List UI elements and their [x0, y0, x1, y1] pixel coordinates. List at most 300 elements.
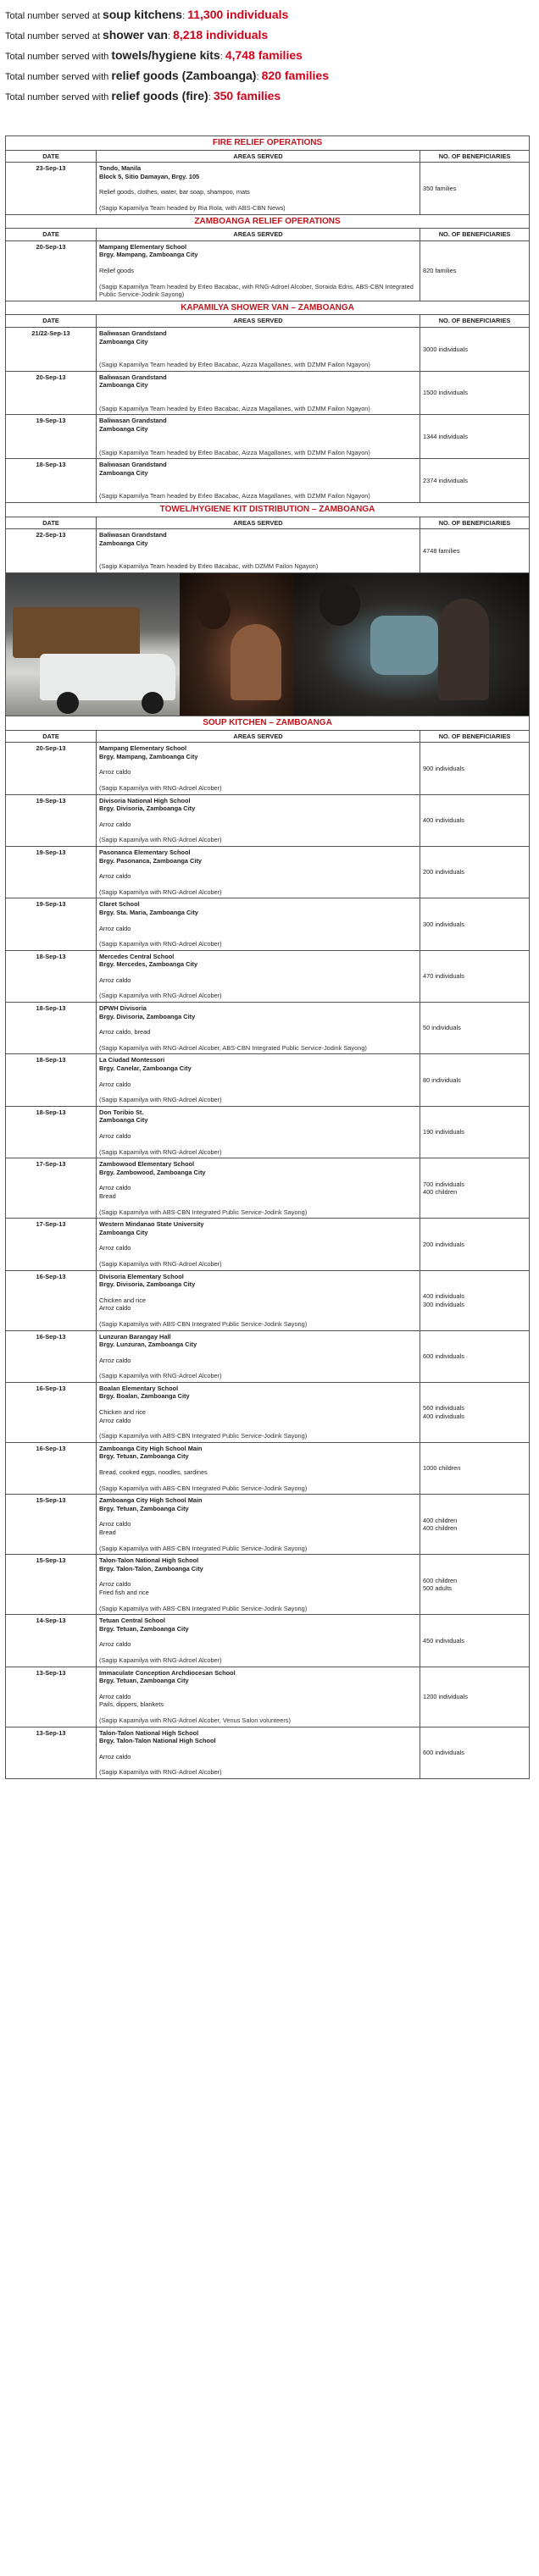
- team-note: (Sagip Kapamilya with RNG-Adroel Alcober): [99, 1259, 222, 1268]
- photo-strip: [6, 573, 529, 716]
- site-location: Brgy. Canelar, Zamboanga City: [99, 1064, 192, 1073]
- items-distributed: Arroz caldo: [99, 1640, 131, 1649]
- spacer: [99, 1201, 417, 1208]
- team-note: (Sagip Kapamilya with RNG-Adroel Alcober): [99, 1147, 222, 1156]
- team-note: (Sagip Kapamilya Team headed by Erleo Bacabac, Aizza Magallanes, with DZMM Failon Ngayon): [99, 448, 370, 456]
- section-header-row: [6, 301, 530, 315]
- beneficiaries-count: 2374 individuals: [423, 476, 469, 484]
- table-row: [6, 529, 530, 573]
- spacer: [99, 1036, 417, 1044]
- items-distributed: Arroz caldo: [99, 768, 131, 777]
- site-name: La Ciudad Montessori: [99, 1056, 165, 1064]
- areas-served-cell: [97, 1219, 420, 1270]
- areas-served-cell: [97, 1667, 420, 1727]
- beneficiaries-count: 820 families: [423, 266, 457, 274]
- team-note: (Sagip Kapamilya with RNG-Adroel Alcober): [99, 940, 222, 948]
- beneficiaries-count: 1500 individuals: [423, 389, 469, 397]
- date-cell: 18-Sep-13: [6, 1003, 97, 1054]
- beneficiaries-cell: [420, 163, 530, 214]
- site-location: Zamboanga City: [99, 337, 148, 345]
- items-distributed: Bread: [99, 1191, 116, 1200]
- site-location: Brgy. Zambowood, Zamboanga City: [99, 1168, 206, 1176]
- summary-prefix: Total number served with: [5, 52, 112, 62]
- section-header-row: [6, 136, 530, 151]
- photo-strip-row: [6, 573, 530, 716]
- team-note: (Sagip Kapamilya with ABS-CBN Integrated Public Service-Jodink Sayong): [99, 1484, 308, 1492]
- items-distributed: Arroz caldo: [99, 820, 131, 828]
- beneficiaries-cell: [420, 1495, 530, 1555]
- beneficiaries-count: 3000 individuals: [423, 345, 469, 353]
- beneficiaries-count: 200 individuals: [423, 868, 464, 876]
- beneficiaries-count: 600 individuals: [423, 1352, 464, 1360]
- site-location: Brgy. Tetuan, Zamboanga City: [99, 1677, 189, 1685]
- items-distributed: Arroz caldo: [99, 1752, 131, 1761]
- date-cell: 16-Sep-13: [6, 1382, 97, 1442]
- table-row: [6, 327, 530, 371]
- team-note: (Sagip Kapamilya with ABS-CBN Integrated Public Service-Jodink Sayong): [99, 1208, 308, 1216]
- section-title: KAPAMILYA SHOWER VAN – ZAMBOANGA: [6, 301, 530, 315]
- evacuees-receiving-kits-photo: [294, 573, 529, 716]
- beneficiaries-cell: [420, 529, 530, 573]
- table-row: [6, 743, 530, 794]
- date-cell: 14-Sep-13: [6, 1615, 97, 1667]
- site-name: Talon-Talon National High School: [99, 1556, 199, 1565]
- date-cell: 20-Sep-13: [6, 240, 97, 301]
- summary-separator: :: [208, 92, 214, 102]
- site-name: Zambowood Elementary School: [99, 1160, 195, 1169]
- beneficiaries-cell: [420, 794, 530, 846]
- spacer: [99, 1633, 417, 1640]
- areas-served-cell: [97, 743, 420, 794]
- column-header-row: [6, 150, 530, 163]
- spacer: [99, 1125, 417, 1132]
- site-location: Brgy. Mercedes, Zamboanga City: [99, 960, 198, 969]
- table-row: [6, 1158, 530, 1219]
- spacer: [99, 1364, 417, 1372]
- areas-served-cell: [97, 846, 420, 898]
- site-name: Mampang Elementary School: [99, 744, 187, 753]
- summary-separator: :: [219, 52, 225, 62]
- date-cell: 16-Sep-13: [6, 1330, 97, 1382]
- areas-served-cell: [97, 240, 420, 301]
- site-name: Zamboanga City High School Main: [99, 1496, 203, 1505]
- spacer: [99, 397, 417, 405]
- areas-served-cell: [97, 794, 420, 846]
- section-title: FIRE RELIEF OPERATIONS: [6, 136, 530, 151]
- site-name: Claret School: [99, 900, 140, 909]
- date-column-header: DATE: [6, 315, 97, 328]
- team-note: (Sagip Kapamilya with ABS-CBN Integrated Public Service-Jodink Sayong): [99, 1544, 308, 1552]
- table-row: [6, 1615, 530, 1667]
- areas-served-cell: [97, 1442, 420, 1494]
- beneficiaries-count: 1200 individuals: [423, 1692, 469, 1700]
- beneficiaries-column-header: NO. OF BENEFICIARIES: [420, 730, 530, 743]
- beneficiaries-count: 560 individuals: [423, 1404, 464, 1412]
- beneficiaries-count: 400 individuals: [423, 1291, 464, 1300]
- beneficiaries-cell: [420, 1382, 530, 1442]
- items-distributed: Arroz caldo: [99, 1580, 131, 1589]
- site-name: Tetuan Central School: [99, 1617, 165, 1625]
- spacer: [99, 1236, 417, 1244]
- site-location: Brgy. Pasonanca, Zamboanga City: [99, 856, 203, 865]
- table-row: [6, 1270, 530, 1330]
- summary-value: 8,218 individuals: [173, 28, 269, 41]
- summary-key: relief goods (fire): [111, 89, 208, 102]
- beneficiaries-cell: [420, 1219, 530, 1270]
- table-row: [6, 1330, 530, 1382]
- site-name: Mampang Elementary School: [99, 242, 187, 251]
- team-note: (Sagip Kapamilya Team headed by Erleo Bacabac, Aizza Magallanes, with DZMM Failon Ngayon): [99, 404, 370, 412]
- team-note: (Sagip Kapamilya Team headed by Ria Rola, with ABS-CBN News): [99, 203, 286, 212]
- date-cell: 16-Sep-13: [6, 1442, 97, 1494]
- summary-key: relief goods (Zamboanga): [111, 69, 257, 82]
- spacer: [99, 777, 417, 784]
- spacer: [99, 1176, 417, 1184]
- beneficiaries-count: 400 children: [423, 1188, 458, 1197]
- table-row: [6, 1667, 530, 1727]
- areas-served-cell: [97, 1270, 420, 1330]
- date-cell: 22-Sep-13: [6, 529, 97, 573]
- date-cell: 20-Sep-13: [6, 371, 97, 415]
- beneficiaries-count: 900 individuals: [423, 764, 464, 772]
- beneficiaries-count: 600 children: [423, 1576, 458, 1584]
- spacer: [99, 1252, 417, 1260]
- date-cell: 13-Sep-13: [6, 1667, 97, 1727]
- table-row: [6, 1382, 530, 1442]
- spacer: [99, 865, 417, 872]
- beneficiaries-cell: [420, 743, 530, 794]
- beneficiaries-count: 200 individuals: [423, 1240, 464, 1248]
- summary-value: 11,300 individuals: [187, 8, 289, 21]
- areas-served-cell: [97, 1615, 420, 1667]
- beneficiaries-count: 300 individuals: [423, 1300, 464, 1308]
- team-note: (Sagip Kapamilya with RNG-Adroel Alcober): [99, 1768, 222, 1777]
- beneficiaries-cell: [420, 371, 530, 415]
- items-distributed: Relief goods, clothes, water, bar soap, shampoo, mats: [99, 188, 250, 196]
- beneficiaries-count: 300 individuals: [423, 920, 464, 928]
- summary-key: towels/hygiene kits: [111, 48, 220, 62]
- items-distributed: Fried fish and rice: [99, 1588, 149, 1596]
- summary-totals: [5, 5, 531, 107]
- team-note: (Sagip Kapamilya with RNG-Adroel Alcober): [99, 1372, 222, 1380]
- items-distributed: Pails, dippers, blankets: [99, 1700, 164, 1709]
- spacer: [99, 1761, 417, 1768]
- section-header-row: [6, 214, 530, 229]
- beneficiaries-count: 400 children: [423, 1516, 458, 1524]
- spacer: [99, 196, 417, 204]
- site-name: Baliwasan Grandstand: [99, 417, 167, 425]
- photo-strip-cell: [6, 573, 530, 716]
- table-row: [6, 950, 530, 1002]
- team-note: (Sagip Kapamilya Team headed by Erleo Bacabac, Aizza Magallanes, with DZMM Failon Ngayon): [99, 492, 370, 500]
- areas-served-cell: [97, 1054, 420, 1106]
- site-location: Zamboanga City: [99, 539, 148, 547]
- areas-served-cell: [97, 1330, 420, 1382]
- team-note: (Sagip Kapamilya Team headed by Erleo Bacabac, with DZMM Failon Ngayon): [99, 562, 319, 571]
- volunteers-night-photo: [180, 573, 295, 716]
- summary-separator: :: [182, 11, 188, 21]
- beneficiaries-cell: [420, 1106, 530, 1158]
- spacer: [99, 917, 417, 925]
- team-note: (Sagip Kapamilya with RNG-Adroel Alcober): [99, 1096, 222, 1104]
- spacer: [99, 1512, 417, 1520]
- beneficiaries-cell: [420, 1270, 530, 1330]
- spacer: [99, 1020, 417, 1028]
- beneficiaries-column-header: NO. OF BENEFICIARIES: [420, 150, 530, 163]
- site-location: Brgy. Tetuan, Zamboanga City: [99, 1624, 189, 1633]
- items-distributed: Arroz caldo: [99, 1132, 131, 1140]
- areas-column-header: AREAS SERVED: [97, 315, 420, 328]
- date-cell: 15-Sep-13: [6, 1495, 97, 1555]
- date-cell: 19-Sep-13: [6, 794, 97, 846]
- table-row: [6, 1727, 530, 1778]
- section-header-row: [6, 503, 530, 517]
- site-name: DPWH Divisoria: [99, 1004, 147, 1013]
- items-distributed: Arroz caldo, bread: [99, 1028, 151, 1036]
- items-distributed: Bread: [99, 1528, 116, 1536]
- site-name: Baliwasan Grandstand: [99, 531, 167, 539]
- site-name: Zamboanga City High School Main: [99, 1444, 203, 1452]
- items-distributed: Arroz caldo: [99, 1244, 131, 1252]
- summary-prefix: Total number served at: [5, 31, 103, 41]
- table-row: [6, 794, 530, 846]
- spacer: [99, 760, 417, 768]
- site-location: Zamboanga City: [99, 1228, 148, 1236]
- table-row: [6, 1442, 530, 1494]
- summary-separator: :: [256, 72, 262, 82]
- areas-served-cell: [97, 163, 420, 214]
- beneficiaries-cell: [420, 1727, 530, 1778]
- spacer: [99, 1088, 417, 1096]
- summary-prefix: Total number served at: [5, 11, 103, 21]
- site-name: Lunzuran Barangay Hall: [99, 1332, 171, 1341]
- items-distributed: Arroz caldo: [99, 1356, 131, 1364]
- spacer: [99, 441, 417, 449]
- date-cell: 17-Sep-13: [6, 1219, 97, 1270]
- site-name: Don Toribio St.: [99, 1108, 144, 1116]
- beneficiaries-cell: [420, 1442, 530, 1494]
- team-note: (Sagip Kapamilya with RNG-Adroel Alcober, Venus Salon volunteers): [99, 1716, 291, 1724]
- spacer: [99, 1537, 417, 1545]
- spacer: [99, 1073, 417, 1081]
- beneficiaries-count: 1000 children: [423, 1464, 461, 1473]
- site-location: Brgy. Talon-Talon National High School: [99, 1737, 216, 1745]
- spacer: [99, 353, 417, 361]
- table-row: [6, 415, 530, 459]
- table-row: [6, 371, 530, 415]
- areas-served-cell: [97, 950, 420, 1002]
- team-note: (Sagip Kapamilya Team headed by Erleo Bacabac, with RNG-Adroel Alcober, Soraida Edris, ABS-CBN Integrated Public Service-Jodink Sayong): [99, 282, 414, 299]
- site-location: Block 5, Sitio Damayan, Brgy. 105: [99, 172, 200, 180]
- beneficiaries-cell: [420, 846, 530, 898]
- date-column-header: DATE: [6, 730, 97, 743]
- spacer: [99, 1401, 417, 1408]
- summary-value: 4,748 families: [225, 48, 303, 62]
- site-location: Zamboanga City: [99, 425, 148, 434]
- areas-column-header: AREAS SERVED: [97, 730, 420, 743]
- spacer: [99, 984, 417, 992]
- column-header-row: [6, 517, 530, 529]
- items-distributed: Arroz caldo: [99, 1416, 131, 1424]
- beneficiaries-count: 80 individuals: [423, 1075, 461, 1084]
- date-cell: 19-Sep-13: [6, 898, 97, 950]
- summary-line: [5, 46, 531, 66]
- date-cell: 18-Sep-13: [6, 1106, 97, 1158]
- items-distributed: Chicken and rice: [99, 1296, 147, 1304]
- items-distributed: Chicken and rice: [99, 1408, 147, 1417]
- beneficiaries-count: 500 adults: [423, 1584, 453, 1593]
- site-name: Tondo, Manila: [99, 164, 142, 173]
- table-row: [6, 1106, 530, 1158]
- areas-served-cell: [97, 371, 420, 415]
- column-header-row: [6, 730, 530, 743]
- date-column-header: DATE: [6, 517, 97, 529]
- beneficiaries-count: 190 individuals: [423, 1128, 464, 1136]
- column-header-row: [6, 315, 530, 328]
- spacer: [99, 881, 417, 888]
- items-distributed: Arroz caldo: [99, 1304, 131, 1313]
- spacer: [99, 1477, 417, 1484]
- site-name: Divisoria Elementary School: [99, 1272, 184, 1280]
- beneficiaries-count: 400 individuals: [423, 1412, 464, 1420]
- areas-served-cell: [97, 1495, 420, 1555]
- site-location: Brgy. Sta. Maria, Zamboanga City: [99, 908, 198, 916]
- site-name: Pasonanca Elementary School: [99, 848, 191, 856]
- areas-served-cell: [97, 1106, 420, 1158]
- items-distributed: Arroz caldo: [99, 1080, 131, 1088]
- areas-column-header: AREAS SERVED: [97, 150, 420, 163]
- areas-column-header: AREAS SERVED: [97, 517, 420, 529]
- site-location: Zamboanga City: [99, 468, 148, 477]
- section-title: ZAMBOANGA RELIEF OPERATIONS: [6, 214, 530, 229]
- table-row: [6, 240, 530, 301]
- areas-served-cell: [97, 1382, 420, 1442]
- items-distributed: Relief goods: [99, 266, 135, 274]
- date-cell: 15-Sep-13: [6, 1555, 97, 1615]
- site-location: Brgy. Boalan, Zamboanga City: [99, 1392, 190, 1401]
- spacer: [99, 434, 417, 441]
- beneficiaries-cell: [420, 1003, 530, 1054]
- beneficiaries-count: 350 families: [423, 184, 457, 192]
- spacer: [99, 390, 417, 397]
- date-cell: 20-Sep-13: [6, 743, 97, 794]
- table-row: [6, 163, 530, 214]
- relief-operations-table: [5, 135, 530, 1779]
- beneficiaries-count: 400 children: [423, 1524, 458, 1533]
- spacer: [99, 259, 417, 267]
- site-location: Brgy. Divisoria, Zamboanga City: [99, 804, 196, 813]
- site-location: Brgy. Tetuan, Zamboanga City: [99, 1504, 189, 1512]
- site-name: Talon-Talon National High School: [99, 1728, 199, 1737]
- date-cell: 16-Sep-13: [6, 1270, 97, 1330]
- team-note: (Sagip Kapamilya with RNG-Adroel Alcober): [99, 783, 222, 792]
- date-cell: 18-Sep-13: [6, 950, 97, 1002]
- team-note: (Sagip Kapamilya with RNG-Adroel Alcober): [99, 1656, 222, 1664]
- site-name: Baliwasan Grandstand: [99, 329, 167, 337]
- beneficiaries-count: 600 individuals: [423, 1748, 464, 1756]
- areas-served-cell: [97, 415, 420, 459]
- team-note: (Sagip Kapamilya with ABS-CBN Integrated Public Service-Jodink Sayong): [99, 1604, 308, 1612]
- team-note: (Sagip Kapamilya with RNG-Adroel Alcober): [99, 836, 222, 844]
- areas-served-cell: [97, 529, 420, 573]
- spacer: [99, 1709, 417, 1716]
- spacer: [99, 477, 417, 484]
- spacer: [99, 555, 417, 562]
- items-distributed: Arroz caldo: [99, 1184, 131, 1192]
- summary-line: [5, 5, 531, 25]
- site-location: Brgy. Mampang, Zamboanga City: [99, 752, 198, 760]
- date-cell: 19-Sep-13: [6, 415, 97, 459]
- section-title: TOWEL/HYGIENE KIT DISTRIBUTION – ZAMBOANGA: [6, 503, 530, 517]
- beneficiaries-cell: [420, 898, 530, 950]
- date-cell: 23-Sep-13: [6, 163, 97, 214]
- beneficiaries-column-header: NO. OF BENEFICIARIES: [420, 229, 530, 241]
- site-location: Zamboanga City: [99, 1116, 148, 1125]
- table-row: [6, 1054, 530, 1106]
- beneficiaries-count: 50 individuals: [423, 1024, 461, 1032]
- table-row: [6, 846, 530, 898]
- beneficiaries-cell: [420, 1667, 530, 1727]
- items-distributed: Arroz caldo: [99, 976, 131, 984]
- areas-served-cell: [97, 459, 420, 503]
- site-name: Baliwasan Grandstand: [99, 461, 167, 469]
- section-title: SOUP KITCHEN – ZAMBOANGA: [6, 716, 530, 731]
- spacer: [99, 1141, 417, 1148]
- site-location: Brgy. Mampang, Zamboanga City: [99, 251, 198, 259]
- section-header-row: [6, 716, 530, 731]
- team-note: (Sagip Kapamilya with ABS-CBN Integrated Public Service-Jodink Sayong): [99, 1432, 308, 1440]
- spacer: [99, 275, 417, 283]
- spacer: [99, 932, 417, 940]
- beneficiaries-cell: [420, 950, 530, 1002]
- areas-served-cell: [97, 898, 420, 950]
- site-name: Boalan Elementary School: [99, 1384, 179, 1392]
- spacer: [99, 1597, 417, 1605]
- table-row: [6, 1555, 530, 1615]
- table-row: [6, 459, 530, 503]
- spacer: [99, 345, 417, 353]
- spacer: [99, 969, 417, 976]
- areas-served-cell: [97, 1727, 420, 1778]
- spacer: [99, 1649, 417, 1656]
- truck-with-relief-goods-photo: [6, 573, 180, 716]
- site-name: Mercedes Central School: [99, 952, 175, 960]
- beneficiaries-column-header: NO. OF BENEFICIARIES: [420, 517, 530, 529]
- table-row: [6, 1003, 530, 1054]
- beneficiaries-cell: [420, 240, 530, 301]
- date-cell: 17-Sep-13: [6, 1158, 97, 1219]
- team-note: (Sagip Kapamilya with ABS-CBN Integrated Public Service-Jodink Sayong): [99, 1319, 308, 1328]
- team-note: (Sagip Kapamilya Team headed by Erleo Bacabac, Aizza Magallanes, with DZMM Failon Ngayon): [99, 361, 370, 369]
- table-row: [6, 898, 530, 950]
- table-row: [6, 1219, 530, 1270]
- spacer: [99, 1289, 417, 1296]
- beneficiaries-cell: [420, 459, 530, 503]
- team-note: (Sagip Kapamilya with RNG-Adroel Alcober): [99, 992, 222, 1000]
- site-location: Brgy. Tetuan, Zamboanga City: [99, 1452, 189, 1461]
- summary-value: 350 families: [213, 89, 281, 102]
- beneficiaries-cell: [420, 327, 530, 371]
- items-distributed: Arroz caldo: [99, 872, 131, 881]
- beneficiaries-count: 450 individuals: [423, 1636, 464, 1645]
- site-location: Brgy. Divisoria, Zamboanga City: [99, 1280, 196, 1289]
- items-distributed: Arroz caldo: [99, 1692, 131, 1700]
- summary-line: [5, 66, 531, 86]
- date-cell: 19-Sep-13: [6, 846, 97, 898]
- summary-prefix: Total number served with: [5, 72, 112, 82]
- beneficiaries-cell: [420, 1555, 530, 1615]
- beneficiaries-cell: [420, 1615, 530, 1667]
